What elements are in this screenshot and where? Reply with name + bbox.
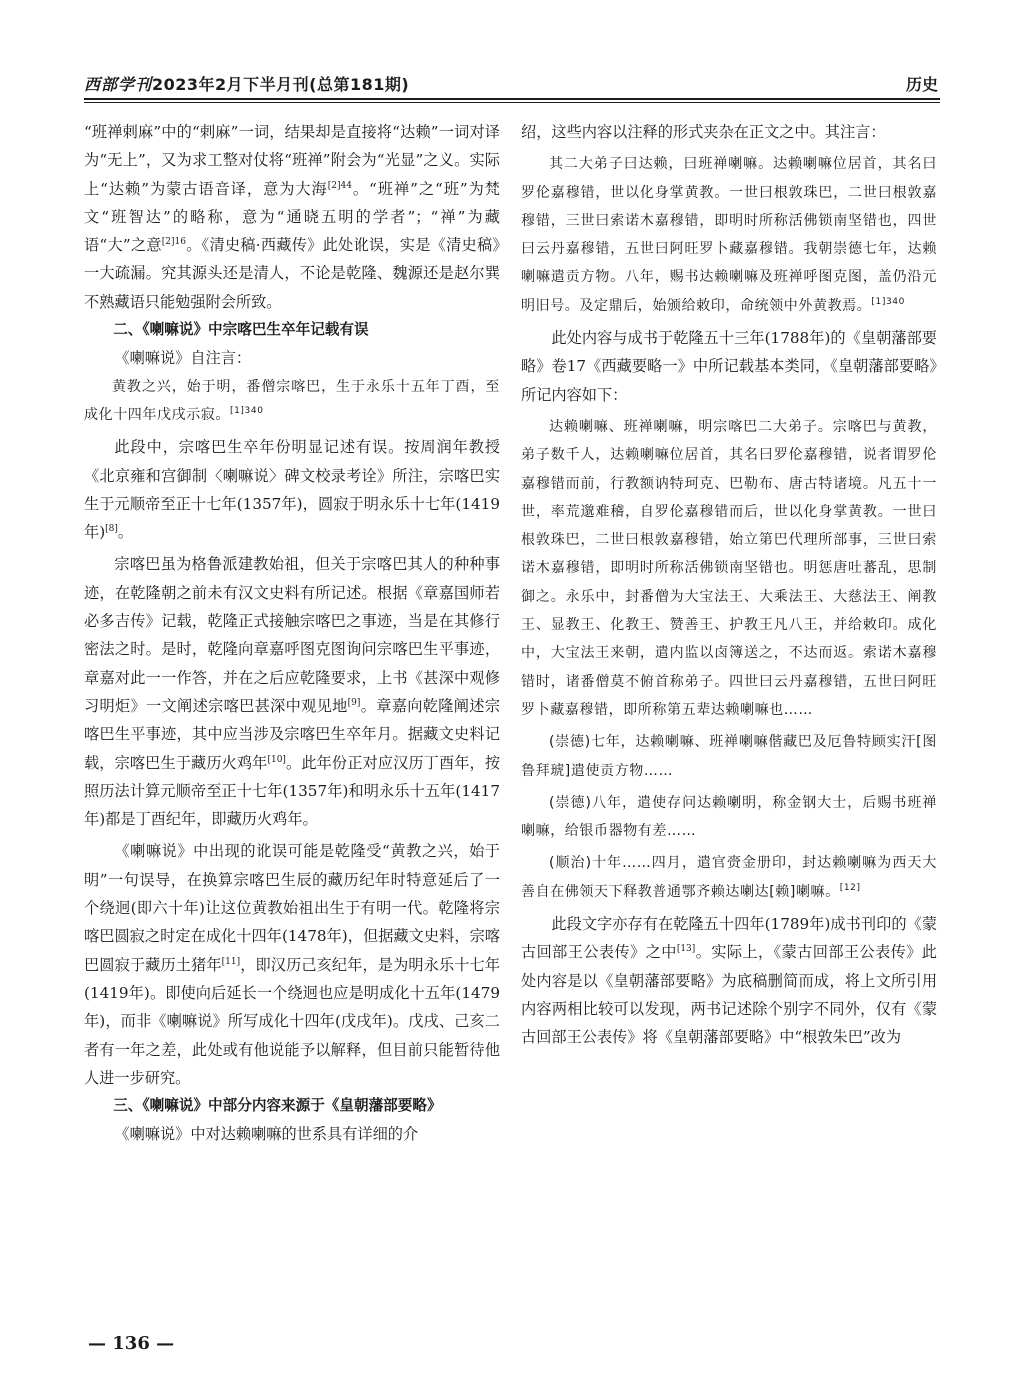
journal-issue bbox=[84, 72, 409, 95]
page-header bbox=[84, 72, 940, 98]
issue-label: 2023年2月下半月刊(总第181期) bbox=[152, 75, 410, 94]
citation: [13] bbox=[676, 944, 696, 955]
block-quote: (顺治)十年……四月，遣官赍金册印，封达赖喇嘛为西天大善自在佛领天下释教普通鄂齐赖达喇达[赖]喇嘛。[12] bbox=[521, 855, 937, 900]
citation: [11] bbox=[221, 956, 241, 967]
paragraph: 《喇嘛说》中对达赖喇嘛的世系具有详细的介 bbox=[114, 1125, 419, 1144]
block-quote: (崇德)八年，遣使存问达赖喇明，称金钢大士，后赐书班禅喇嘛，给银币器物有差…… bbox=[521, 794, 937, 840]
citation: [12] bbox=[839, 882, 861, 893]
citation: [10] bbox=[267, 754, 286, 765]
citation: [1]340 bbox=[230, 405, 264, 416]
paragraph: 此段文字亦存有在乾隆五十四年(1789年)成书刊印的《蒙古回部王公表传》之中[13]。实际上，《蒙古回部王公表传》此处内容是以《皇朝藩部要略》为底稿删简而成，将上文所引用内容两相比较可以发现，两书记述除个别字不同外，仅有《蒙古回部王公表传》将《皇朝藩部要略》中“根敦朱巴”改为 bbox=[521, 915, 937, 1047]
paragraph: 《喇嘛说》中出现的讹误可能是乾隆受“黄教之兴，始于明”一句误导，在换算宗喀巴生辰的藏历纪年时特意延后了一个绕迥(即六十年)让这位黄教始祖出生于有明一代。乾隆将宗喀巴圆寂之时定在成化十四年(1478年)，但据藏文史料，宗喀巴圆寂于藏历土猪年[11]，即汉历己亥纪年，是为明永乐十七年(1419年)。即使向后延长一个绕迥也应是明成化十五年(1479年)，而非《喇嘛说》所写成化十四年(戊戌年)。戊戌、己亥二者有一年之差，此处或有他说能予以解释，但目前只能暂待他人进一步研究。 bbox=[84, 842, 501, 1087]
block-quote: (崇德)七年，达赖喇嘛、班禅喇嘛偕藏巴及厄鲁特顾实汗[图鲁拜琥]遣使贡方物…… bbox=[521, 734, 937, 779]
citation: [2]16 bbox=[161, 237, 186, 248]
citation: [2]44 bbox=[327, 180, 352, 191]
section-heading-3: 三、《喇嘛说》中部分内容来源于《皇朝藩部要略》 bbox=[113, 1097, 442, 1115]
paragraph: 此处内容与成书于乾隆五十三年(1788年)的《皇朝藩部要略》卷17《西藏要略一》中所记载基本类同，《皇朝藩部要略》所记内容如下： bbox=[521, 329, 937, 404]
citation: [1]340 bbox=[871, 296, 905, 307]
block-quote: 黄教之兴，始于明，番僧宗喀巴，生于永乐十五年丁酉，至成化十四年戊戌示寂。$^{[1]340}$ bbox=[84, 378, 500, 423]
journal-logo: 西部学刊 bbox=[84, 75, 153, 94]
citation: [9] bbox=[347, 697, 361, 708]
section-label: 历史 bbox=[905, 75, 938, 94]
paragraph: 宗喀巴虽为格鲁派建教始祖，但关于宗喀巴其人的种种事迹，在乾隆朝之前未有汉文史料有所记述。根据《章嘉国师若必多吉传》记载，乾隆正式接触宗喀巴之事迹，当是在其修行密法之时。是时，乾隆向章嘉呼图克图询问宗喀巴生平事迹，章嘉对此一一作答，并在之后应乾隆要求，上书《甚深中观修习明炬》一文阐述宗喀巴甚深中观见地[9]。章嘉向乾隆阐述宗喀巴生平事迹，其中应当涉及宗喀巴生卒年月。据藏文史料记载，宗喀巴生于藏历火鸡年[10]。此年份正对应汉历丁酉年，按照历法计算元顺帝至正十七年(1357年)和明永乐十五年(1417年)都是丁酉纪年，即藏历火鸡年。 bbox=[84, 555, 501, 829]
citation: [8] bbox=[105, 524, 118, 535]
block-quote: 其二大弟子曰达赖，曰班禅喇嘛。达赖喇嘛位居首，其名曰罗伦嘉穆错，世以化身掌黄教。一世曰根敦珠巴，二世曰根敦嘉穆错，三世曰索诺木嘉穆错，即明时所称活佛锁南坚错也，四世曰云丹嘉穆错，五世曰阿旺罗卜藏嘉穆错。我朝崇德七年，达赖喇嘛遣贡方物。八年，赐书达赖喇嘛及班禅呼图克图，盖仍沿元明旧号。及定鼎后，始颁给敕印，命统领中外黄教焉。$^{[1]340}$ bbox=[521, 156, 937, 314]
paragraph: “班禅剌麻”中的“剌麻”一词，结果却是直接将“达赖”一词对译为“无上”，又为求工整对仗将“班禅”附会为“光显”之义。实际上“达赖”为蒙古语音译，意为大海$^{[2]44}$。“班禅”之“班”为梵文“班智达”的略称，意为“通晓五明的学者”；“禅”为藏语“大”之意$^{[2]16}$。《清史稿·西藏传》此处讹误，实是《清史稿》一大疏漏。究其源头还是清人，不论是乾隆、魏源还是赵尔巽不熟藏语只能勉强附会所致。 bbox=[84, 123, 500, 311]
page-number: — 136 — bbox=[88, 1333, 175, 1354]
header-rule-thin bbox=[84, 102, 940, 103]
section-heading-2: 二、《喇嘛说》中宗喀巴生卒年记载有误 bbox=[113, 321, 369, 339]
paragraph: 此段中，宗喀巴生卒年份明显记述有误。按周润年教授《北京雍和宫御制〈喇嘛说〉碑文校录考诠》所注，宗喀巴实生于元顺帝至正十七年(1357年)，圆寂于明永乐十七年(1419年)[8]。 bbox=[84, 438, 500, 542]
paragraph: 《喇嘛说》自注言： bbox=[114, 349, 252, 368]
right-column bbox=[521, 118, 937, 1052]
header-rule bbox=[84, 98, 940, 100]
block-quote: 达赖喇嘛、班禅喇嘛，明宗喀巴二大弟子。宗喀巴与黄教，弟子数千人，达赖喇嘛位居首，其名曰罗伦嘉穆错，说者谓罗伦嘉穆错而前，行教额讷特珂克、巴勒布、唐古特诸境。凡五十一世，率荒邈难稽，自罗伦嘉穆错而后，世以化身掌黄教。一世曰根敦珠巴，二世曰根敦嘉穆错，始立第巴代理所部事，三世曰索诺木嘉穆错，即明时所称活佛锁南坚错也。明惩唐吐蕃乱，思制御之。永乐中，封番僧为大宝法王、大乘法王、大慈法王、阐教王、显教王、化教王、赞善王、护教王凡八王，并给敕印。成化中，大宝法王来朝，遣内监以卤簿送之，不达而返。索诺木嘉穆错时，诸番僧莫不俯首称弟子。四世曰云丹嘉穆错，五世曰阿旺罗卜藏嘉穆错，即所称第五辈达赖喇嘛也…… bbox=[521, 418, 937, 718]
paragraph: 绍，这些内容以注释的形式夹杂在正文之中。其注言： bbox=[521, 123, 886, 141]
left-column bbox=[84, 118, 500, 1149]
